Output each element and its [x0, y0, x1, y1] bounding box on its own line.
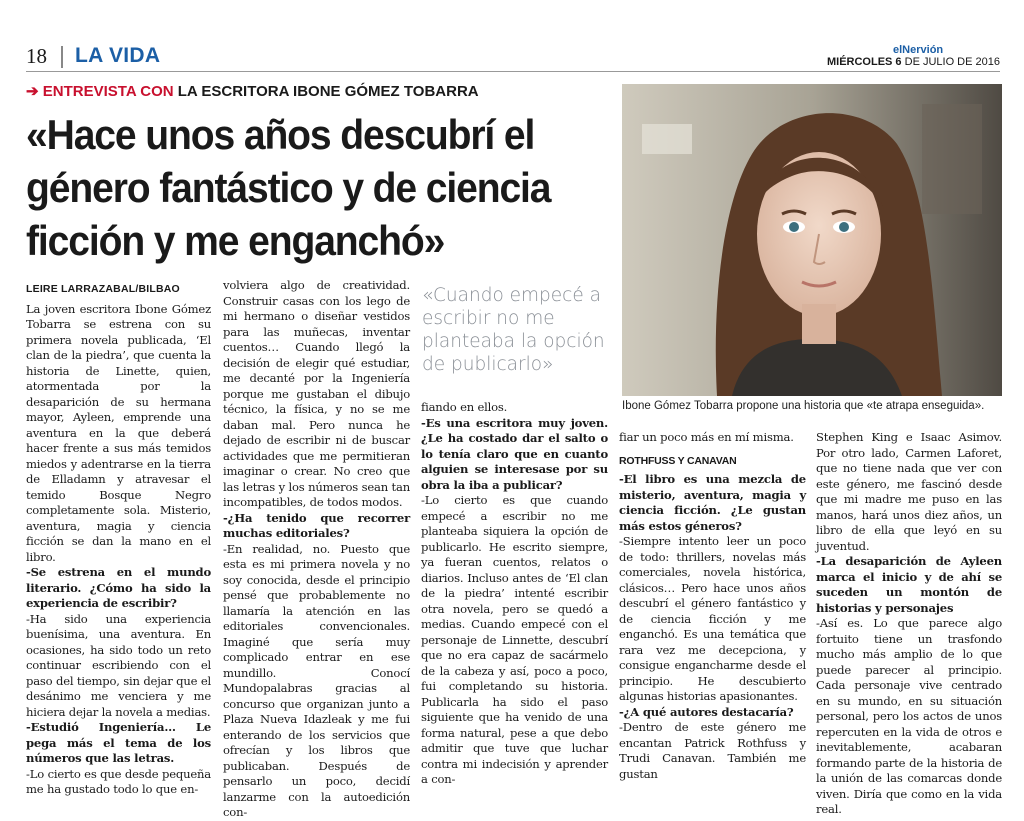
date-rest: DE JULIO DE 2016	[901, 56, 1000, 68]
paragraph: volviera algo de creatividad. Construir casas con los lego de mi hermano o diseñar vestidos para las muñecas, inventar cuentos… Cuando llegó la decisión de elegir qué estudiar, me decanté por la Ingeniería porque me gustaban el dibujo técnico, la física, y no se me daban mal. Pero nunca he dejado de escribir ni de buscar actividades que me permitieran imaginar o crear. No creo que las letras y los números sean tan incompatibles, de todos modos.	[223, 278, 410, 509]
kicker-label: ENTREVISTA CON	[42, 83, 174, 100]
page-number: 18	[26, 44, 47, 68]
interview-question: -Se estrena en el mundo literario. ¿Cómo ha sido la experiencia de escribir?	[26, 565, 211, 610]
section-title: LA VIDA	[75, 44, 161, 67]
paragraph: -Así es. Lo que parece algo fortuito tiene un trasfondo mucho más amplio de lo que puede parecer al principio. Cada personaje vive centrado en su mundo, en su situación personal, pero los actos de unos repercuten en la vida de otros e inevitablemente, acabaran formando parte de la historia de la unión de las comarcas donde viven. Diría que como en la vida real.	[816, 616, 1002, 816]
paragraph: La joven escritora Ibone Gómez Tobarra se estrena con su primera novela publicada, ‘El clan de la piedra’, que cuenta la historia de Linette, quien, atormentada por la desaparición de su hermana mayor, Ayleen, emprende una aventura en la que deberá hacer frente a sus más temidos miedos y adentrarse en la tierra de Elladamn y atravesar el temido Bosque Negro completamente sola. Misterio, aventura, magia y ciencia ficción se dan la mano en el libro.	[26, 301, 211, 564]
kicker-subject: LA ESCRITORA IBONE GÓMEZ TOBARRA	[173, 83, 479, 100]
kicker	[26, 82, 479, 100]
interview-question: -¿A qué autores destacaría?	[619, 704, 794, 719]
interview-question: -El libro es una mezcla de misterio, aventura, magia y ciencia ficción. ¿Le gustan más estos géneros?	[619, 472, 806, 533]
paragraph: -Ha sido una experiencia buenísima, una aventura. En ocasiones, ha sido todo un reto continuar escribiendo con el paso del tiempo, sin dejar que el desánimo me venciera y me hiciera dejar la novela a medias.	[26, 611, 211, 719]
paragraph: -Siempre intento leer un poco de todo: thrillers, novelas más comerciales, novela histórica, clásicos… Pero hace unos años descubrí el género fantástico y de ciencia ficción y me enganchó. Es una temática que rara vez me decepciona, y consigue engancharme desde el principio. He descubierto algunas historias apasionantes.	[619, 534, 806, 703]
paragraph: fiar un poco más en mí misma.	[619, 430, 794, 444]
article-column-1	[26, 282, 211, 798]
byline: LEIRE LARRAZABAL/BILBAO	[26, 283, 180, 295]
subheading: ROTHFUSS Y CANAVAN	[619, 454, 737, 467]
photo-caption: Ibone Gómez Tobarra propone una historia que «te atrapa enseguida».	[622, 400, 985, 412]
date-day: MIÉRCOLES 6	[826, 56, 902, 68]
paragraph: -Lo cierto es que cuando empecé a escribir no me planteaba siquiera la opción de publicarlo. He escrito siempre, ya fueran cuentos, relatos o diarios. Incluso antes de ‘El clan de la piedra’ intenté escribir otra novela, pero se quedó a medias. Cuando empecé con el personaje de Linnette, descubrí que no era capaz de sacármelo de la cabeza y así, poco a poco, fui completando su historia. Publicarla ha sido el paso siguiente que ha venido de una forma natural, pese a que debo admitir que tuve que luchar contra mi indecisión y aprender a con-	[421, 493, 608, 786]
article-column-5	[816, 430, 1002, 818]
paragraph: -En realidad, no. Puesto que esta es mi primera novela y no soy conocida, desde el principio pensé que probablemente no llamaría la atención en las editoriales convencionales. Imaginé que sería muy complicado entrar en ese mundillo. Conocí Mundopalabras gracias al concurso que organizan junto a Plaza Nueva Idazleak y me fui enterando de los servicios que ofrecían y los libros que publicaban. Después de pensarlo un poco, decidí lanzarme con la autoedición con-	[223, 541, 410, 819]
portrait-photo	[622, 84, 1002, 396]
paragraph: Stephen King e Isaac Asimov. Por otro lado, Carmen Laforet, que no tiene nada que ver con este género, me fascinó desde que mi madre me puso en las manos, hará unos diez años, un libro de ella que leyó en su juventud.	[816, 430, 1002, 553]
portrait-illustration	[622, 84, 1002, 396]
interview-question: -¿Ha tenido que recorrer muchas editoriales?	[223, 510, 410, 540]
dateline	[790, 56, 1000, 68]
interview-question: -Es una escritora muy joven. ¿Le ha costado dar el salto o lo tenía claro que en cuanto alguien se interesase por su obra la iba a publicar?	[421, 415, 608, 492]
article-column-3	[421, 400, 608, 788]
header-rule	[26, 71, 1000, 72]
newspaper-brand: elNervión	[893, 44, 944, 56]
article-column-2	[223, 278, 410, 821]
interview-question: -Estudió Ingeniería… Le pega más el tema de los números que las letras.	[26, 720, 211, 765]
paragraph: -Lo cierto es que desde pequeña me ha gustado todo lo que en-	[26, 766, 211, 796]
arrow-icon: ➔	[26, 83, 39, 100]
interview-question: -La desaparición de Ayleen marca el inicio y de ahí se suceden un montón de historias y personajes	[816, 554, 1002, 615]
headline: «Hace unos años descubrí el género fantástico y de ciencia ficción y me enganchó»	[26, 111, 551, 264]
paragraph: -Dentro de este género me encantan Patrick Rothfuss y Trudi Canavan. También me gustan	[619, 720, 806, 781]
paragraph: fiando en ellos.	[421, 400, 508, 414]
article-column-4	[619, 430, 806, 782]
header-separator	[61, 46, 63, 68]
pull-quote: «Cuando empecé a escribir no me planteaba la opción de publicarlo»	[422, 285, 605, 375]
